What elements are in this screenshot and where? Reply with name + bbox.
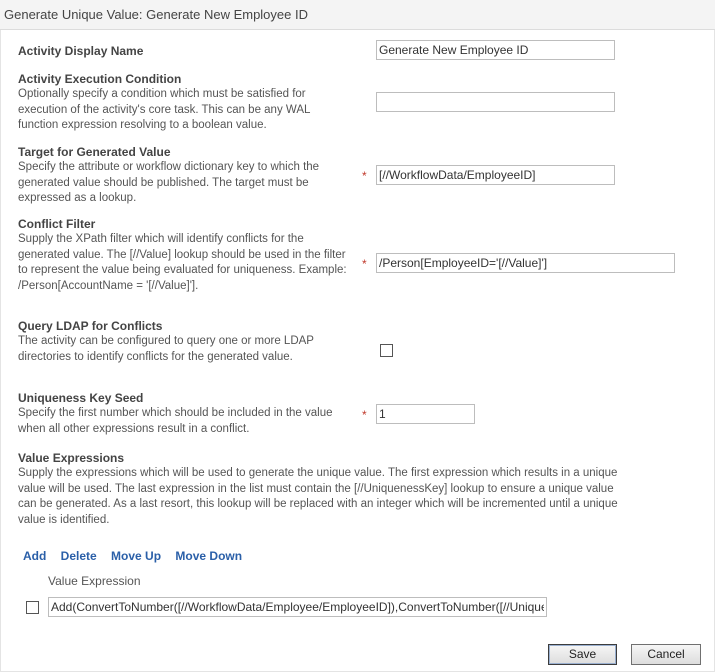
- query-ldap-section: [18, 319, 348, 365]
- window-title: Generate Unique Value: Generate New Employee ID: [4, 7, 308, 22]
- move-up-link[interactable]: Move Up: [111, 549, 162, 563]
- conflict-filter-input[interactable]: [376, 253, 675, 273]
- execution-condition-label: Activity Execution Condition: [18, 72, 182, 86]
- move-down-link[interactable]: Move Down: [175, 549, 243, 563]
- value-expressions-label: Value Expressions: [18, 451, 125, 465]
- cancel-button[interactable]: Cancel: [631, 644, 701, 665]
- key-seed-input[interactable]: [376, 404, 475, 424]
- list-actions: [23, 549, 253, 563]
- window-title-bar: [0, 0, 715, 30]
- add-link[interactable]: Add: [23, 549, 47, 563]
- conflict-filter-section: [18, 217, 348, 294]
- value-expression-column-header: Value Expression: [48, 574, 141, 588]
- expression-row-input[interactable]: [48, 597, 547, 617]
- key-seed-required-marker: *: [362, 408, 367, 422]
- key-seed-section: [18, 391, 348, 437]
- delete-link[interactable]: Delete: [60, 549, 97, 563]
- target-description: Specify the attribute or workflow dictionary key to which the generated value should be published. The target must be expressed as a lookup.: [18, 161, 320, 204]
- query-ldap-label: Query LDAP for Conflicts: [18, 319, 163, 333]
- conflict-filter-label: Conflict Filter: [18, 217, 96, 231]
- execution-condition-input[interactable]: [376, 92, 615, 112]
- target-section: [18, 145, 348, 207]
- display-name-input[interactable]: [376, 40, 615, 60]
- save-button[interactable]: Save: [548, 644, 617, 665]
- display-name-section: [18, 44, 348, 59]
- key-seed-label: Uniqueness Key Seed: [18, 391, 144, 405]
- display-name-label: Activity Display Name: [18, 44, 144, 58]
- value-expressions-description: Supply the expressions which will be used to generate the unique value. The first expression which results in a unique value will be used. The last expression in the list must contain the [//UniquenessKey] lookup to ensure a unique value can be generated. As a last resort, this lookup will be replaced with an integer which will be incremented until a unique value is identified.: [18, 467, 618, 526]
- value-expressions-section: [18, 451, 618, 528]
- key-seed-description: Specify the first number which should be included in the value when all other expressions result in a conflict.: [18, 407, 333, 435]
- target-label: Target for Generated Value: [18, 145, 171, 159]
- execution-condition-section: [18, 72, 348, 134]
- target-input[interactable]: [376, 165, 615, 185]
- target-required-marker: *: [362, 169, 367, 183]
- query-ldap-description: The activity can be configured to query one or more LDAP directories to identify conflicts for the generated value.: [18, 335, 314, 363]
- expression-row-checkbox[interactable]: [26, 601, 39, 614]
- query-ldap-checkbox[interactable]: [380, 344, 393, 357]
- conflict-filter-description: Supply the XPath filter which will identify conflicts for the generated value. The [//Value] lookup should be used in the filter to represent the value being evaluated for uniqueness. Example: /Person[AccountName = '[//Value]'].: [18, 233, 347, 292]
- conflict-filter-required-marker: *: [362, 257, 367, 271]
- execution-condition-description: Optionally specify a condition which must be satisfied for execution of the activity's core task. This can be any WAL function expression resolving to a boolean value.: [18, 88, 310, 131]
